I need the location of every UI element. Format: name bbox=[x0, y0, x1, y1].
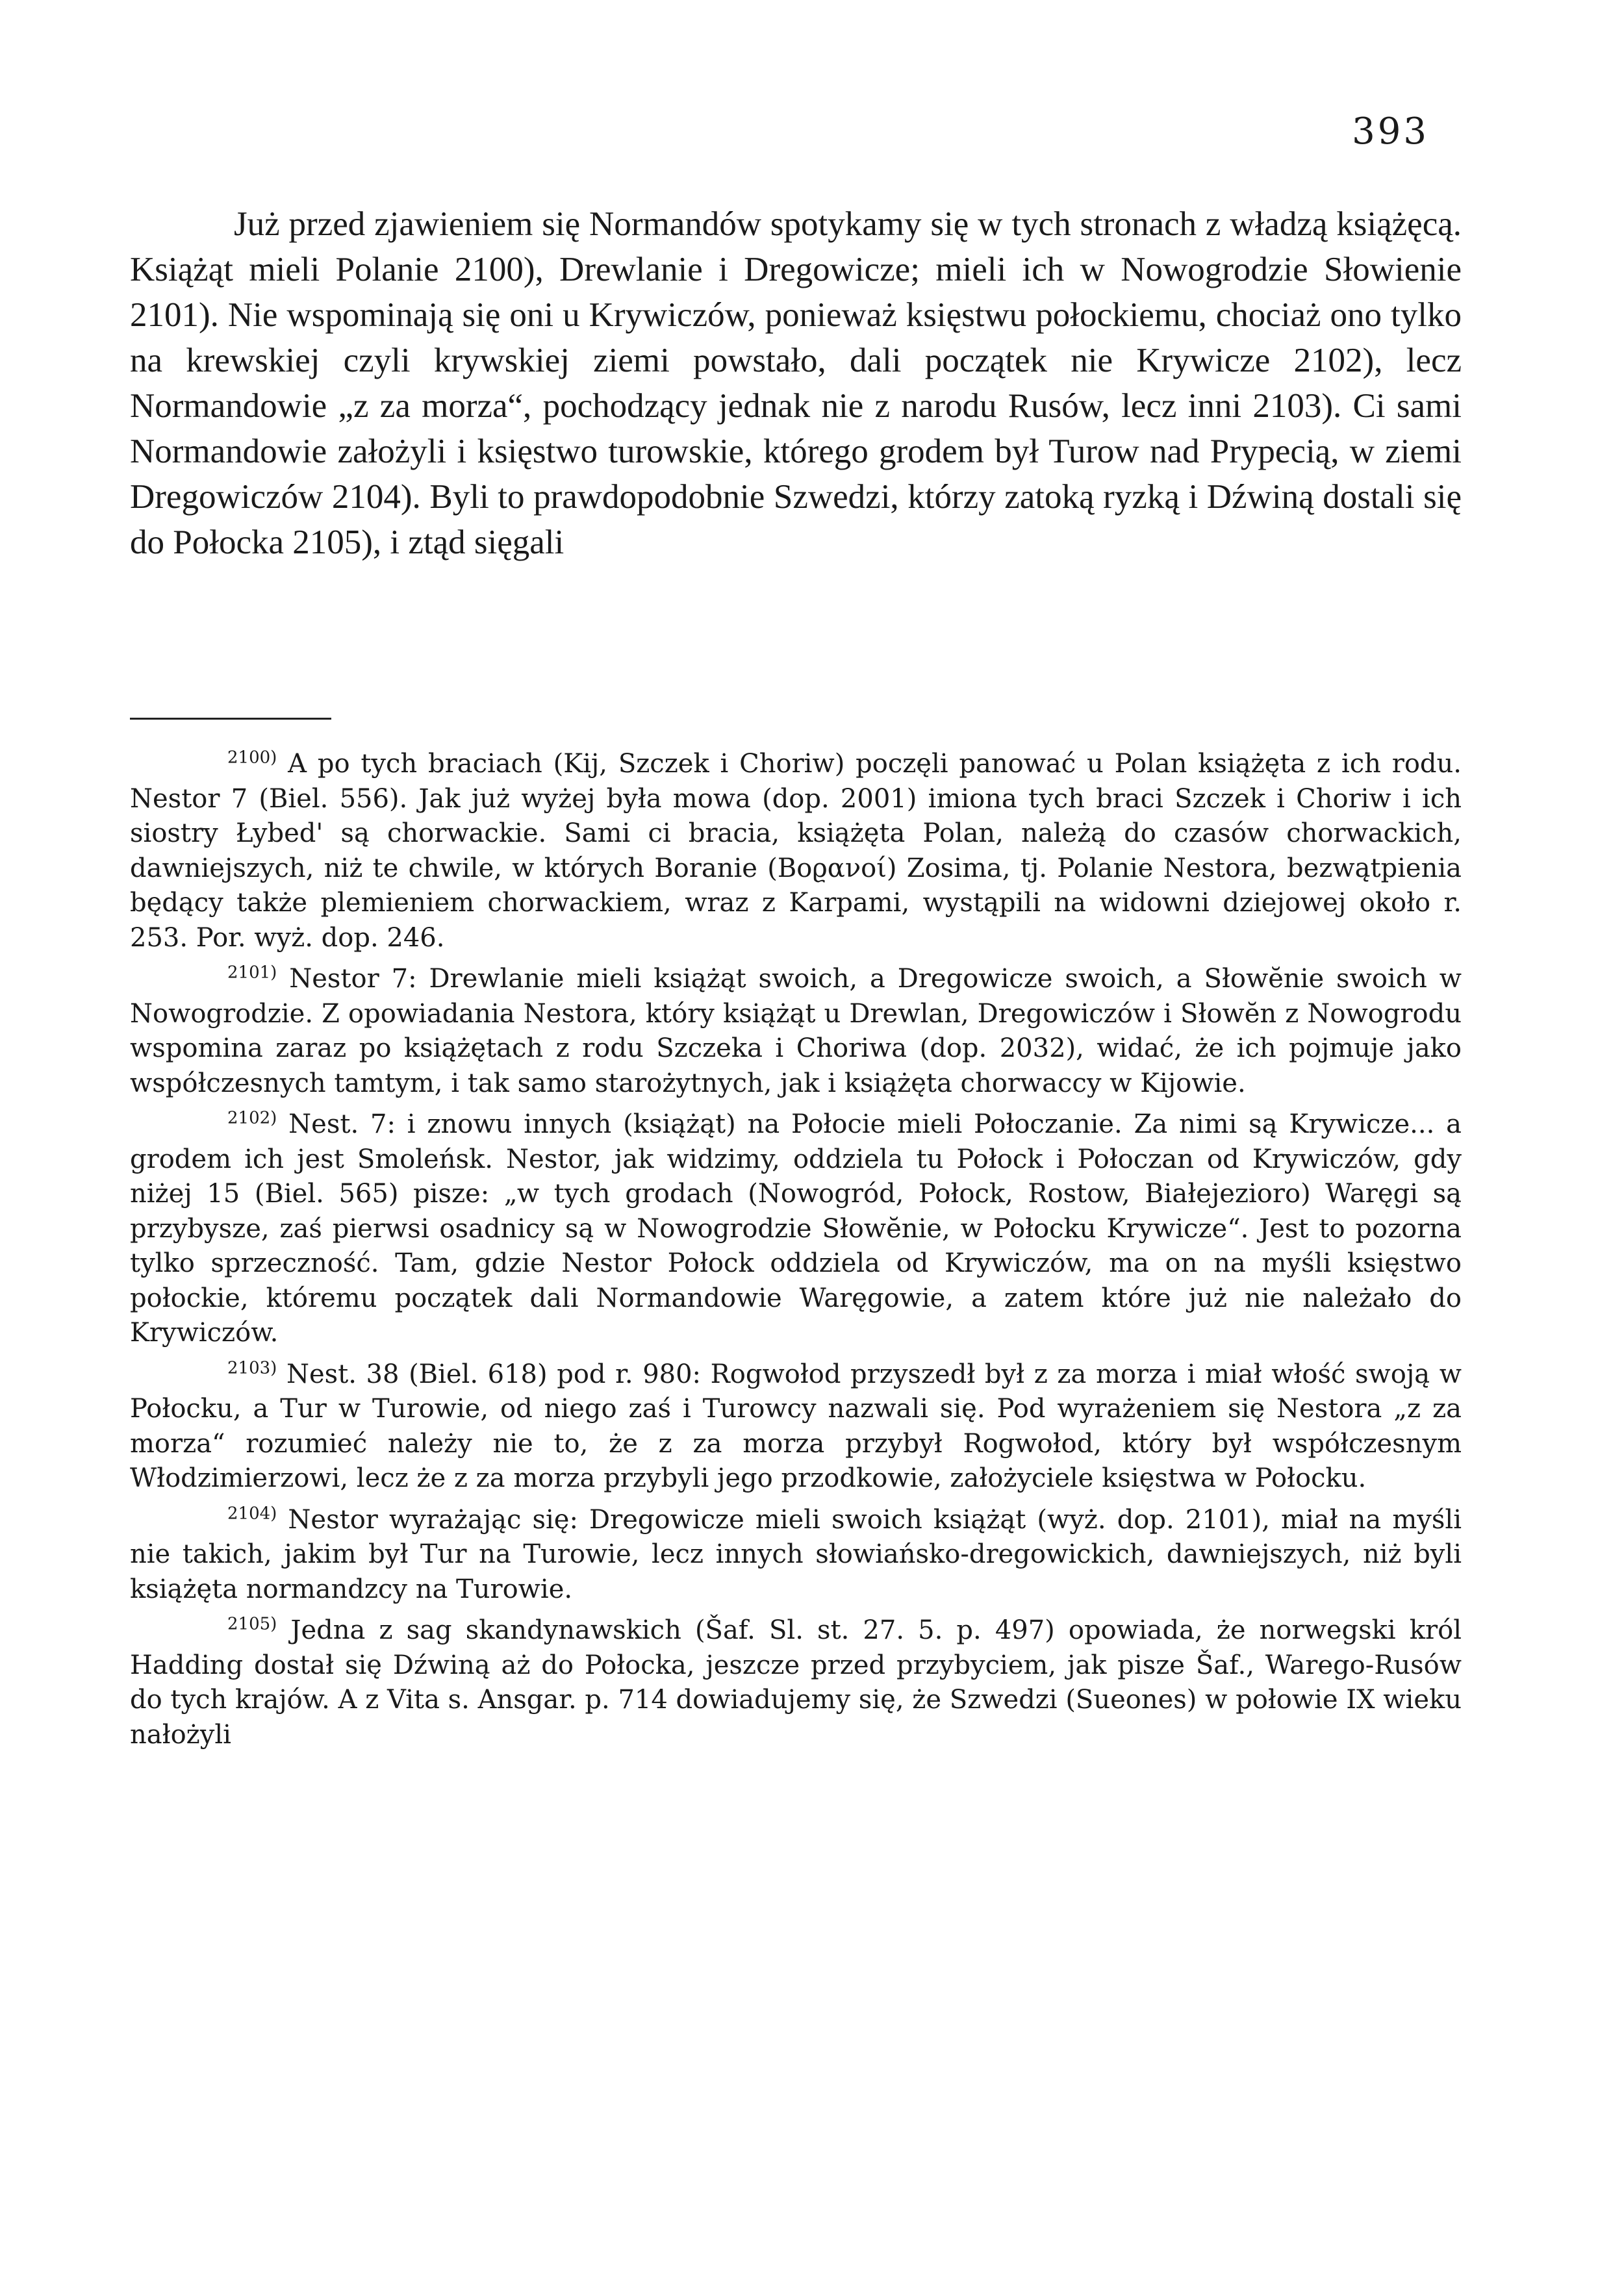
main-paragraph: Już przed zjawieniem się Normandów spotykamy się w tych stronach z władzą książęcą. Książąt mieli Polanie 2100), Drewlanie i Dregowicze; mieli ich w Nowogrodzie Słowienie 2101). Nie wspominają się oni u Krywiczów, ponieważ księstwu połockiemu, chociaż ono tylko na krewskiej czyli krywskiej ziemi powstało, dali początek nie Krywicze 2102), lecz Normandowie „z za morza“, pochodzący jednak nie z narodu Rusów, lecz inni 2103). Ci sami Normandowie założyli i księstwo turowskie, którego grodem był Turow nad Prypecią, w ziemi Dregowiczów 2104). Byli to prawdopodobnie Szwedzi, którzy zatoką ryzką i Dźwiną dostali się do Połocka 2105), i ztąd sięgali bbox=[130, 205, 1462, 561]
footnote-text: Jedna z sag skandynawskich (Šaf. Sl. st. 27. 5. p. 497) opowiada, że norwegski król Hadding dostał się Dźwiną aż do Połocka, jeszcze przed przybyciem, jak pisze Šaf., Warego-Rusów do tych krajów. A z Vita s. Ansgar. p. 714 dowiadujemy się, że Szwedzi (Sueones) w połowie IX wieku nałożyli bbox=[130, 1615, 1462, 1750]
page-number: 393 bbox=[1352, 110, 1429, 153]
footnote-2105 bbox=[130, 1613, 1462, 1752]
footnote-mark: 2104) bbox=[227, 1504, 277, 1524]
footnote-2104 bbox=[130, 1503, 1462, 1608]
footnote-mark: 2105) bbox=[227, 1614, 277, 1634]
footnote-2100 bbox=[130, 747, 1462, 955]
footnote-separator bbox=[130, 718, 331, 720]
footnote-text: Nest. 38 (Biel. 618) pod r. 980: Rogwołod przyszedł był z za morza i miał włość swoją w Połocku, a Tur w Turowie, od niego zaś i Turowcy nazwali się. Pod wyrażeniem się Nestora „z za morza“ rozumieć należy nie to, że z za morza przybył Rogwołod, który był współczesnym Włodzimierzowi, lecz że z za morza przybyli jego przodkowie, założyciele księstwa w Połocku. bbox=[130, 1359, 1462, 1493]
footnote-2103 bbox=[130, 1357, 1462, 1496]
footnote-text: Nestor wyrażając się: Dregowicze mieli swoich książąt (wyż. dop. 2101), miał na myśli nie takich, jakim był Tur na Turowie, lecz innych słowiańsko-dregowickich, dawniejszych, niż byli książęta normandzcy na Turowie. bbox=[130, 1504, 1462, 1604]
footnote-text: Nestor 7: Drewlanie mieli książąt swoich, a Dregowicze swoich, a Słowĕnie swoich w Nowogrodzie. Z opowiadania Nestora, który książąt u Drewlan, Dregowiczów i Słowĕn z Nowogrodu wspomina zaraz po książętach z rodu Szczeka i Choriwa (dop. 2032), widać, że ich pojmuje jako współczesnych tamtym, i tak samo starożytnych, jak i książęta chorwaccy w Kijowie. bbox=[130, 964, 1462, 1098]
footnote-mark: 2101) bbox=[227, 963, 277, 983]
footnote-2102 bbox=[130, 1107, 1462, 1351]
main-text bbox=[130, 201, 1462, 565]
footnote-mark: 2102) bbox=[227, 1108, 277, 1128]
footnote-mark: 2103) bbox=[227, 1358, 277, 1378]
footnotes bbox=[130, 747, 1462, 1759]
footnote-2101 bbox=[130, 962, 1462, 1101]
footnote-text: Nest. 7: i znowu innych (książąt) na Połocie mieli Połoczanie. Za nimi są Krywicze... a grodem ich jest Smoleńsk. Nestor, jak widzimy, oddziela tu Połock i Połoczan od Krywiczów, gdy niżej 15 (Biel. 565) pisze: „w tych grodach (Nowogród, Połock, Rostow, Białejezioro) Waręgi są przybysze, zaś pierwsi osadnicy są w Nowogrodzie Słowĕnie, w Połocku Krywicze“. Jest to pozorna tylko sprzeczność. Tam, gdzie Nestor Połock oddziela od Krywiczów, ma on na myśli księstwo połockie, któremu początek dali Normandowie Waręgowie, a zatem które już nie należało do Krywiczów. bbox=[130, 1109, 1462, 1348]
footnote-text: A po tych braciach (Kij, Szczek i Choriw) poczęli panować u Polan książęta z ich rodu. Nestor 7 (Biel. 556). Jak już wyżej była mowa (dop. 2001) imiona tych braci Szczek i Choriw i ich siostry Łybed' są chorwackie. Sami ci bracia, książęta Polan, należą do czasów chorwackich, dawniejszych, niż te chwile, w których Boranie (Βοϱανοί) Zosima, tj. Polanie Nestora, bezwątpienia będący także plemieniem chorwackiem, wraz z Karpami, wystąpili na widowni dziejowej około r. 253. Por. wyż. dop. 246. bbox=[130, 749, 1462, 953]
footnote-mark: 2100) bbox=[227, 748, 277, 768]
